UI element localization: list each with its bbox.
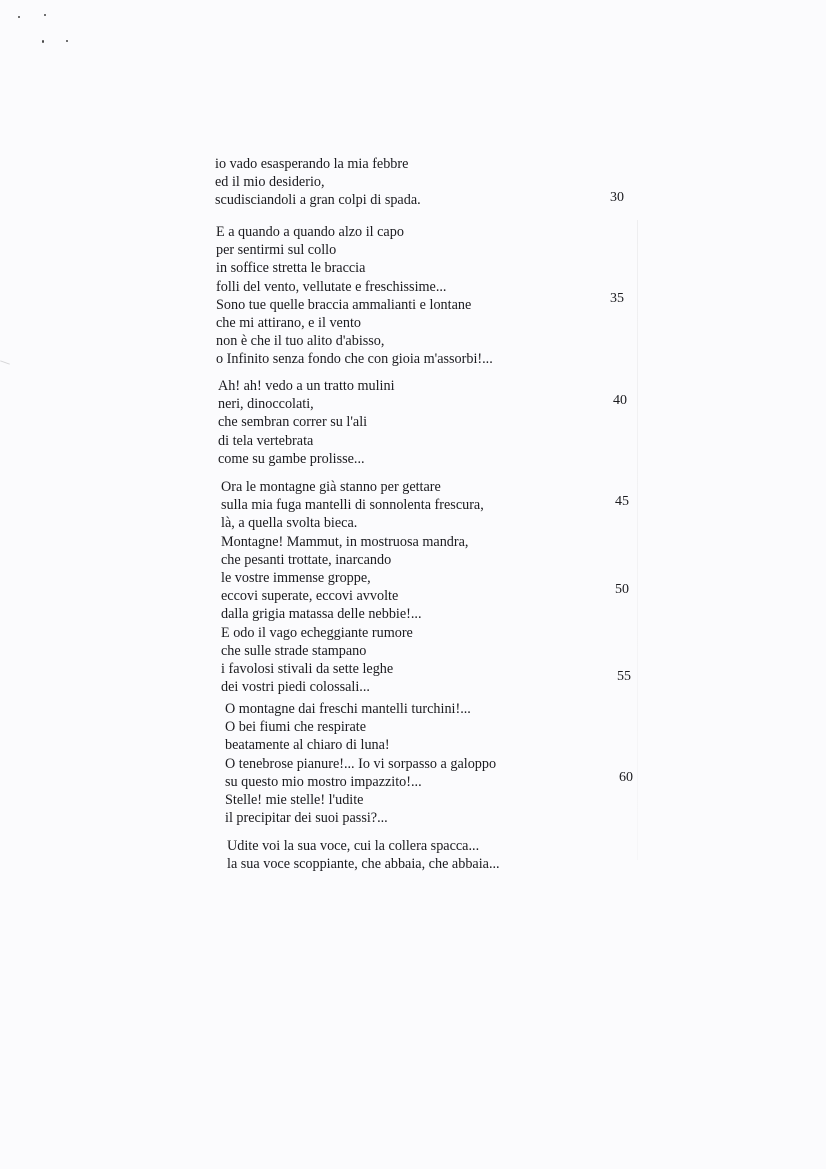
poem-line: E a quando a quando alzo il capo bbox=[216, 224, 404, 240]
line-number: 55 bbox=[617, 669, 631, 684]
poem-line: O tenebrose pianure!... Io vi sorpasso a galoppo bbox=[225, 755, 497, 772]
line-number: 50 bbox=[615, 582, 629, 597]
line-number: 35 bbox=[610, 291, 624, 306]
poem-line: come su gambe prolisse... bbox=[218, 450, 365, 467]
stanza bbox=[216, 223, 776, 369]
poem-line: il precipitar dei suoi passi?... bbox=[225, 810, 388, 827]
poem-line: su questo mio mostro impazzito!... bbox=[225, 773, 422, 790]
poem-line: Ah! ah! vedo a un tratto mulini bbox=[218, 378, 395, 394]
stanza bbox=[221, 478, 781, 696]
stanza bbox=[227, 837, 787, 873]
poem-line: di tela vertebrata bbox=[218, 432, 314, 449]
poem-line: scudisciandoli a gran colpi di spada. bbox=[215, 192, 421, 209]
poem-line: E odo il vago echeggiante rumore bbox=[221, 624, 413, 641]
margin-mark bbox=[0, 360, 10, 364]
poem-line: che sulle strade stampano bbox=[221, 642, 367, 659]
scan-speck bbox=[66, 40, 68, 42]
poem-line: in soffice stretta le braccia bbox=[216, 260, 366, 277]
poem-line: o Infinito senza fondo che con gioia m'assorbi!... bbox=[216, 351, 493, 368]
poem-line: O bei fiumi che respirate bbox=[225, 719, 367, 736]
poem-line: per sentirmi sul collo bbox=[216, 242, 337, 259]
scan-specks bbox=[14, 10, 84, 50]
poem-line: Stelle! mie stelle! l'udite bbox=[225, 791, 364, 808]
stanza bbox=[215, 155, 775, 210]
line-number: 60 bbox=[619, 770, 633, 785]
poem-line: dalla grigia matassa delle nebbie!... bbox=[221, 606, 422, 623]
stanza bbox=[218, 377, 778, 468]
stanza bbox=[225, 700, 785, 827]
poem-line: beatamente al chiaro di luna! bbox=[225, 737, 390, 754]
poem-line: ed il mio desiderio, bbox=[215, 174, 325, 191]
line-number: 45 bbox=[615, 494, 629, 509]
poem-line: Udite voi la sua voce, cui la collera spacca... bbox=[227, 838, 480, 854]
poem-line: le vostre immense groppe, bbox=[221, 569, 371, 586]
scan-speck bbox=[42, 40, 44, 43]
poem-line: che pesanti trottate, inarcando bbox=[221, 551, 392, 568]
poem-line: Montagne! Mammut, in mostruosa mandra, bbox=[221, 533, 469, 550]
poem-line: O montagne dai freschi mantelli turchini!... bbox=[225, 701, 471, 717]
poem-line: neri, dinoccolati, bbox=[218, 396, 314, 413]
poem-line: i favolosi stivali da sette leghe bbox=[221, 660, 394, 677]
poem-line: io vado esasperando la mia febbre bbox=[215, 156, 409, 172]
poem-line: sulla mia fuga mantelli di sonnolenta frescura, bbox=[221, 497, 484, 514]
poem-line: che sembran correr su l'ali bbox=[218, 414, 368, 431]
poem-line: che mi attirano, e il vento bbox=[216, 314, 361, 331]
poem-line: Sono tue quelle braccia ammalianti e lontane bbox=[216, 296, 472, 313]
scan-speck bbox=[44, 14, 46, 16]
poem-line: dei vostri piedi colossali... bbox=[221, 679, 370, 696]
line-number: 30 bbox=[610, 190, 624, 205]
poem-line: eccovi superate, eccovi avvolte bbox=[221, 588, 399, 605]
line-number: 40 bbox=[613, 393, 627, 408]
poem-line: folli del vento, vellutate e freschissime... bbox=[216, 278, 447, 295]
scan-speck bbox=[18, 16, 20, 18]
poem-line: la sua voce scoppiante, che abbaia, che abbaia... bbox=[227, 856, 500, 873]
poem-line: non è che il tuo alito d'abisso, bbox=[216, 333, 385, 350]
poem-line: Ora le montagne già stanno per gettare bbox=[221, 479, 441, 495]
poem-line: là, a quella svolta bieca. bbox=[221, 515, 358, 532]
